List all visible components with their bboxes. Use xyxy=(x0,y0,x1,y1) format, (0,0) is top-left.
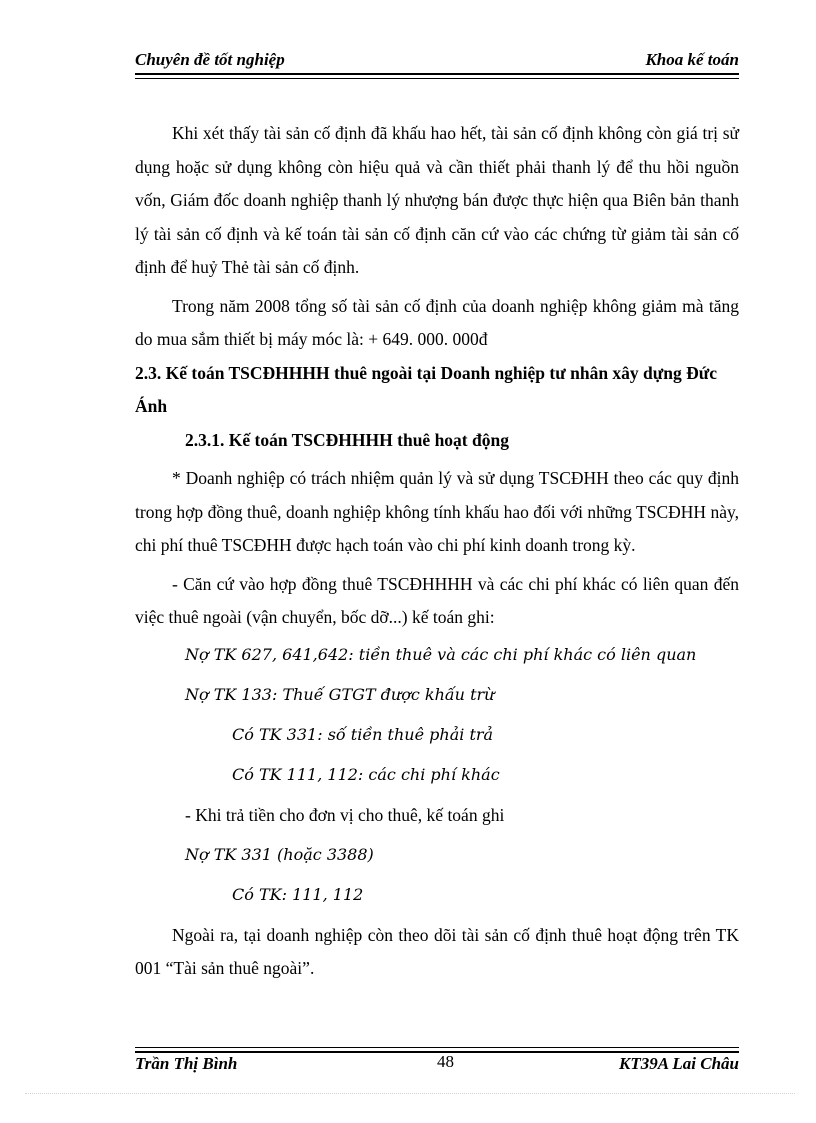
paragraph-basis: - Căn cứ vào hợp đồng thuê TSCĐHHHH và các chi phí khác có liên quan đến việc thuê ngoài (vận chuyển, bốc dỡ...) kế toán ghi: xyxy=(135,573,739,627)
footer-author: Trần Thị Bình xyxy=(135,1054,238,1073)
paragraph-payment: - Khi trả tiền cho đơn vị cho thuê, kế toán ghi xyxy=(185,804,505,825)
footer-rule-thin xyxy=(135,1047,739,1048)
page-footer xyxy=(135,1054,739,1078)
paragraph-liquidation: Khi xét thấy tài sản cố định đã khấu hao hết, tài sản cố định không còn giá trị sử dụng hoặc sử dụng không còn hiệu quả và cần thiết phải thanh lý để thu hồi nguồn vốn, Giám đốc doanh nghiệp thanh lý nhượng bán được thực hiện qua Biên bản thanh lý tài sản cố định và kế toán tài sản cố định căn cứ vào các chứng từ giảm tài sản cố định để huỷ Thẻ tài sản cố định. xyxy=(135,123,739,277)
page-number: 48 xyxy=(437,1052,454,1071)
header-left-title: Chuyên đề tốt nghiệp xyxy=(135,50,285,69)
footer-class: KT39A Lai Châu xyxy=(619,1054,739,1073)
journal-entry-debit-331: Nợ TK 331 (hoặc 3388) xyxy=(185,844,374,864)
section-heading-2-3: 2.3. Kế toán TSCĐHHHH thuê ngoài tại Doanh nghiệp tư nhân xây dựng Đức Ánh xyxy=(135,362,718,416)
paragraph-2008-summary: Trong năm 2008 tổng số tài sản cố định của doanh nghiệp không giảm mà tăng do mua sắm thiết bị máy móc là: + 649. 000. 000đ xyxy=(135,295,739,349)
journal-entry-debit-627: Nợ TK 627, 641,642: tiền thuê và các chi phí khác có liên quan xyxy=(185,644,697,664)
header-rule-thick xyxy=(135,73,739,75)
paragraph-responsibility: * Doanh nghiệp có trách nhiệm quản lý và sử dụng TSCĐHH theo các quy định trong hợp đồng thuê, doanh nghiệp không tính khấu hao đối với những TSCĐHH này, chi phí thuê TSCĐHH được hạch toán vào chi phí kinh doanh trong kỳ. xyxy=(135,468,739,555)
journal-entry-credit-331: Có TK 331: số tiền thuê phải trả xyxy=(232,724,494,744)
page-body xyxy=(135,117,739,986)
journal-entry-credit-111-112: Có TK 111, 112: các chi phí khác xyxy=(232,764,500,784)
page-bottom-dotted-line xyxy=(25,1093,795,1094)
page-header xyxy=(135,48,739,72)
journal-entry-credit-111-112-payment: Có TK: 111, 112 xyxy=(232,884,364,904)
journal-entry-debit-133: Nợ TK 133: Thuế GTGT được khấu trừ xyxy=(185,684,495,704)
header-rule-thin xyxy=(135,78,739,79)
subsection-heading-2-3-1: 2.3.1. Kế toán TSCĐHHHH thuê hoạt động xyxy=(185,429,509,450)
header-right-title: Khoa kế toán xyxy=(645,50,739,69)
paragraph-tk001: Ngoài ra, tại doanh nghiệp còn theo dõi tài sản cố định thuê hoạt động trên TK 001 “Tài sản thuê ngoài”. xyxy=(135,924,739,978)
